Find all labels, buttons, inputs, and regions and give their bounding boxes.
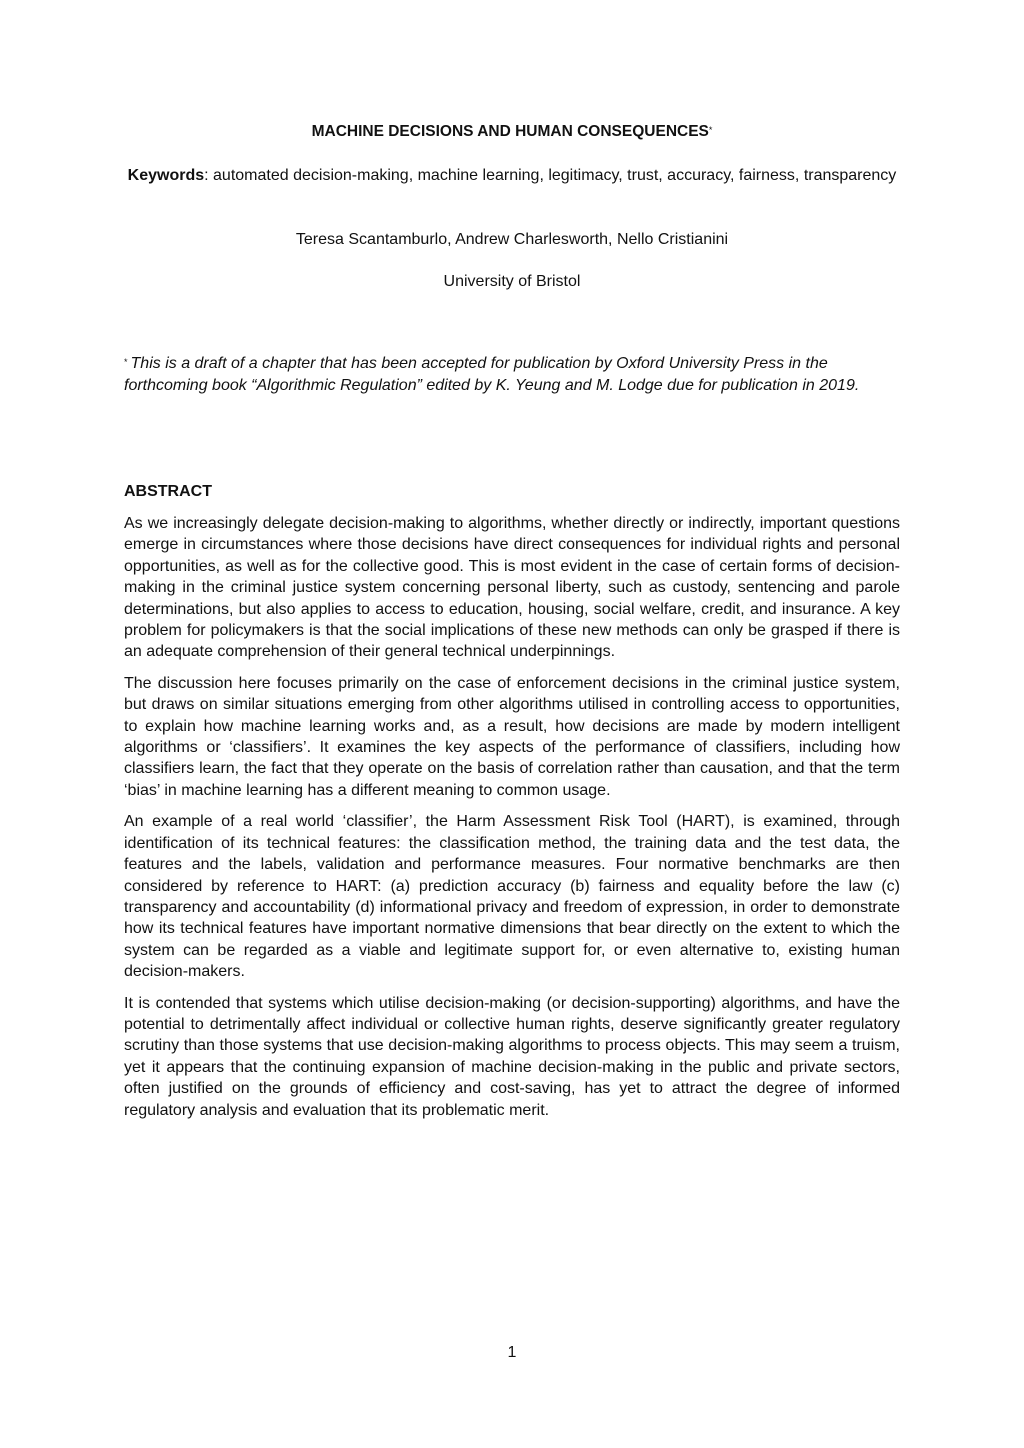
abstract-paragraph: An example of a real world ‘classifier’, the Harm Assessment Risk Tool (HART), is examined, through identification of its technical features: the classification method, the training data and the test data, the features and the labels, validation and performance measures. Four normative benchmarks are then considered by reference to HART: (a) prediction accuracy (b) fairness and equality before the law (c) transparency and accountability (d) informational privacy and freedom of expression, in order to demonstrate how its technical features have important normative dimensions that bear directly on the extent to which the system can be regarded as a viable and legitimate support for, or even alternative to, existing human decision-makers. (124, 813, 900, 981)
abstract-paragraph: It is contended that systems which utilise decision-making (or decision-supporting) algorithms, and have the potential to detrimentally affect individual or collective human rights, deserve significantly greater regulatory scrutiny than those systems that use decision-making algorithms to process objects. This may seem a truism, yet it appears that the continuing expansion of machine decision-making in the public and private sectors, often justified on the grounds of efficiency and cost-saving, has yet to attract the degree of informed regulatory analysis and evaluation that its problematic merit. (124, 994, 900, 1119)
affiliation: University of Bristol (443, 273, 581, 290)
paper-title (124, 122, 900, 142)
footnote-text: This is a draft of a chapter that has been accepted for publication by Oxford University Press in the forthcoming book “Algorithmic Regulation” edited by K. Yeung and M. Lodge due for publication in 2019. (124, 355, 860, 394)
abstract-heading: ABSTRACT (124, 483, 212, 500)
abstract-body (124, 513, 900, 1131)
page-number: 1 (507, 1344, 517, 1361)
keywords-text: : automated decision-making, machine learning, legitimacy, trust, accuracy, fairness, transparency (204, 167, 897, 184)
keywords-label: Keywords (127, 167, 205, 184)
paper-title-text: MACHINE DECISIONS AND HUMAN CONSEQUENCES (311, 123, 709, 140)
title-footnote-marker: * (708, 125, 713, 135)
abstract-paragraph: The discussion here focuses primarily on the case of enforcement decisions in the criminal justice system, but draws on similar situations emerging from other algorithms utilised in controlling access to opportunities, to explain how machine learning works and, as a result, how decisions are made by modern intelligent algorithms or ‘classifiers’. It examines the key aspects of the performance of classifiers, including how classifiers learn, the fact that they operate on the basis of correlation rather than causation, and that the term ‘bias’ in machine learning has a different meaning to common usage. (124, 674, 900, 799)
footnote-marker: * (124, 357, 128, 367)
abstract-paragraph: As we increasingly delegate decision-making to algorithms, whether directly or indirectly, important questions emerge in circumstances where those decisions have direct consequences for individual rights and personal opportunities, as well as for the collective good. This is most evident in the case of certain forms of decision-making in the criminal justice system concerning personal liberty, such as custody, sentencing and parole determinations, but also applies to access to education, housing, social welfare, credit, and insurance. A key problem for policymakers is that the social implications of these new methods can only be grasped if there is an adequate comprehension of their general technical underpinnings. (124, 515, 900, 661)
draft-footnote (124, 353, 900, 396)
keywords (124, 165, 900, 187)
authors: Teresa Scantamburlo, Andrew Charlesworth, Nello Cristianini (295, 231, 729, 248)
